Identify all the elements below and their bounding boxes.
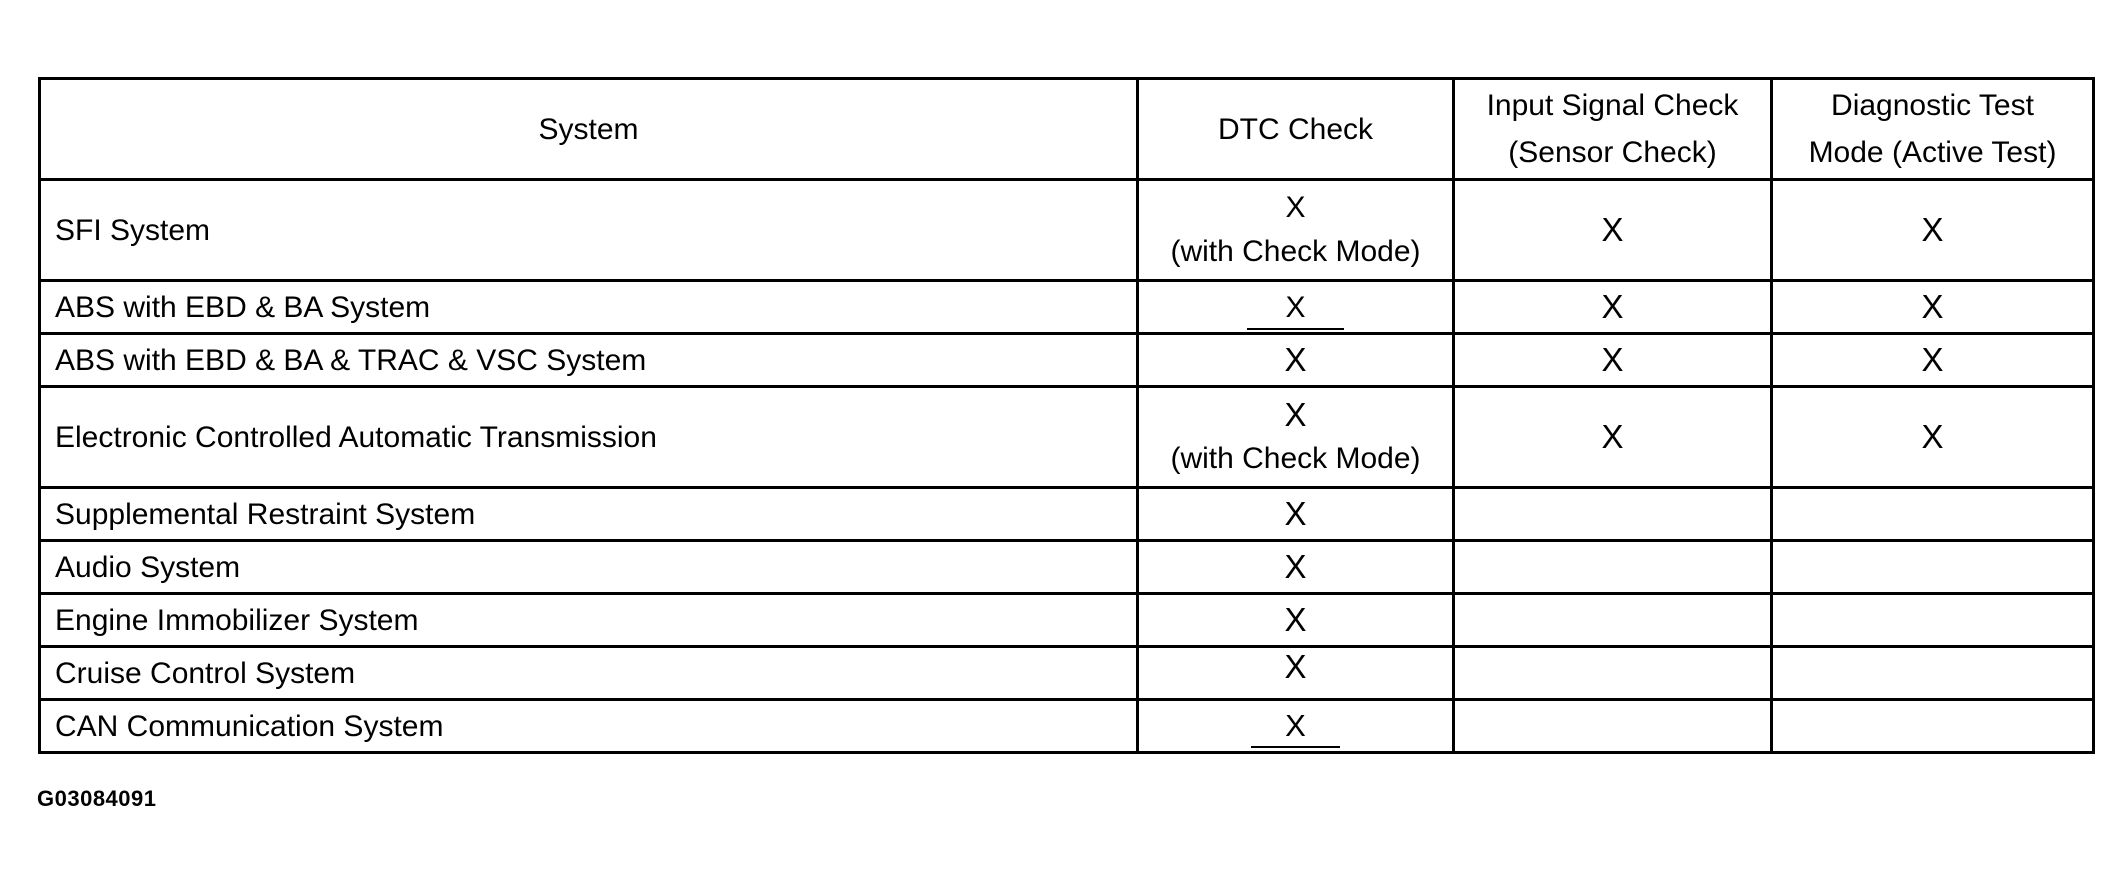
table-row [40, 488, 2094, 541]
diagnostic-test-cell [1772, 334, 2094, 387]
diagnostic-test-cell [1772, 488, 2094, 541]
table-header-row [40, 79, 2094, 180]
input-signal-cell [1454, 700, 1772, 753]
dtc-check-note: (with Check Mode) [1170, 235, 1421, 268]
diagnostic-function-table [38, 77, 2095, 754]
diagnostic-test-cell [1772, 594, 2094, 647]
table-row [40, 647, 2094, 700]
diagnostic-test-mark: X [1921, 211, 1944, 248]
table-row [40, 594, 2094, 647]
dtc-check-mark: X [1285, 191, 1306, 224]
table-row [40, 700, 2094, 753]
dtc-check-cell [1138, 594, 1454, 647]
table-row [40, 541, 2094, 594]
dtc-check-cell [1138, 387, 1454, 488]
system-cell: Engine Immobilizer System [40, 594, 1138, 647]
dtc-check-mark: X [1284, 601, 1307, 638]
dtc-check-mark: X [1251, 706, 1340, 748]
diagnostic-test-cell [1772, 180, 2094, 281]
diagnostic-test-mark: X [1921, 341, 1944, 378]
header-dtc-check: DTC Check [1138, 79, 1454, 180]
diagnostic-test-mark: X [1921, 418, 1944, 455]
dtc-check-cell [1138, 647, 1454, 700]
dtc-check-cell [1138, 180, 1454, 281]
header-diagnostic-line1: Diagnostic Test [1831, 89, 2034, 122]
diagnostic-test-cell [1772, 387, 2094, 488]
diagnostic-test-cell [1772, 647, 2094, 700]
table-row [40, 180, 2094, 281]
header-input-line1: Input Signal Check [1486, 89, 1739, 122]
input-signal-mark: X [1601, 341, 1624, 378]
dtc-check-cell [1138, 541, 1454, 594]
diagnostic-test-cell [1772, 281, 2094, 334]
input-signal-cell [1454, 594, 1772, 647]
table-row [40, 387, 2094, 488]
input-signal-cell [1454, 541, 1772, 594]
dtc-check-mark: X [1247, 288, 1343, 330]
header-system: System [40, 79, 1138, 180]
input-signal-cell [1454, 488, 1772, 541]
input-signal-mark: X [1601, 288, 1624, 325]
system-cell: ABS with EBD & BA System [40, 281, 1138, 334]
diagnostic-test-cell [1772, 700, 2094, 753]
input-signal-cell [1454, 180, 1772, 281]
dtc-check-mark: X [1284, 341, 1307, 378]
header-input-signal-check [1454, 79, 1772, 180]
system-cell: CAN Communication System [40, 700, 1138, 753]
input-signal-mark: X [1601, 418, 1624, 455]
system-cell: Audio System [40, 541, 1138, 594]
figure-id-label: G03084091 [37, 786, 157, 811]
table-row [40, 334, 2094, 387]
dtc-check-cell [1138, 281, 1454, 334]
dtc-check-note: (with Check Mode) [1170, 442, 1421, 475]
input-signal-cell [1454, 334, 1772, 387]
header-diagnostic-test-mode [1772, 79, 2094, 180]
dtc-check-cell [1138, 700, 1454, 753]
input-signal-cell [1454, 647, 1772, 700]
dtc-check-mark: X [1284, 648, 1307, 685]
input-signal-cell [1454, 387, 1772, 488]
dtc-check-mark: X [1284, 396, 1307, 433]
system-cell: Supplemental Restraint System [40, 488, 1138, 541]
dtc-check-cell [1138, 488, 1454, 541]
table-row [40, 281, 2094, 334]
header-diagnostic-line2: Mode (Active Test) [1808, 136, 2057, 169]
input-signal-mark: X [1601, 211, 1624, 248]
system-cell: SFI System [40, 180, 1138, 281]
dtc-check-cell [1138, 334, 1454, 387]
header-input-line2: (Sensor Check) [1508, 136, 1717, 169]
system-cell: ABS with EBD & BA & TRAC & VSC System [40, 334, 1138, 387]
diagnostic-test-cell [1772, 541, 2094, 594]
input-signal-cell [1454, 281, 1772, 334]
dtc-check-mark: X [1284, 495, 1307, 532]
system-cell: Electronic Controlled Automatic Transmission [40, 387, 1138, 488]
dtc-check-mark: X [1284, 548, 1307, 585]
system-cell: Cruise Control System [40, 647, 1138, 700]
diagnostic-test-mark: X [1921, 288, 1944, 325]
